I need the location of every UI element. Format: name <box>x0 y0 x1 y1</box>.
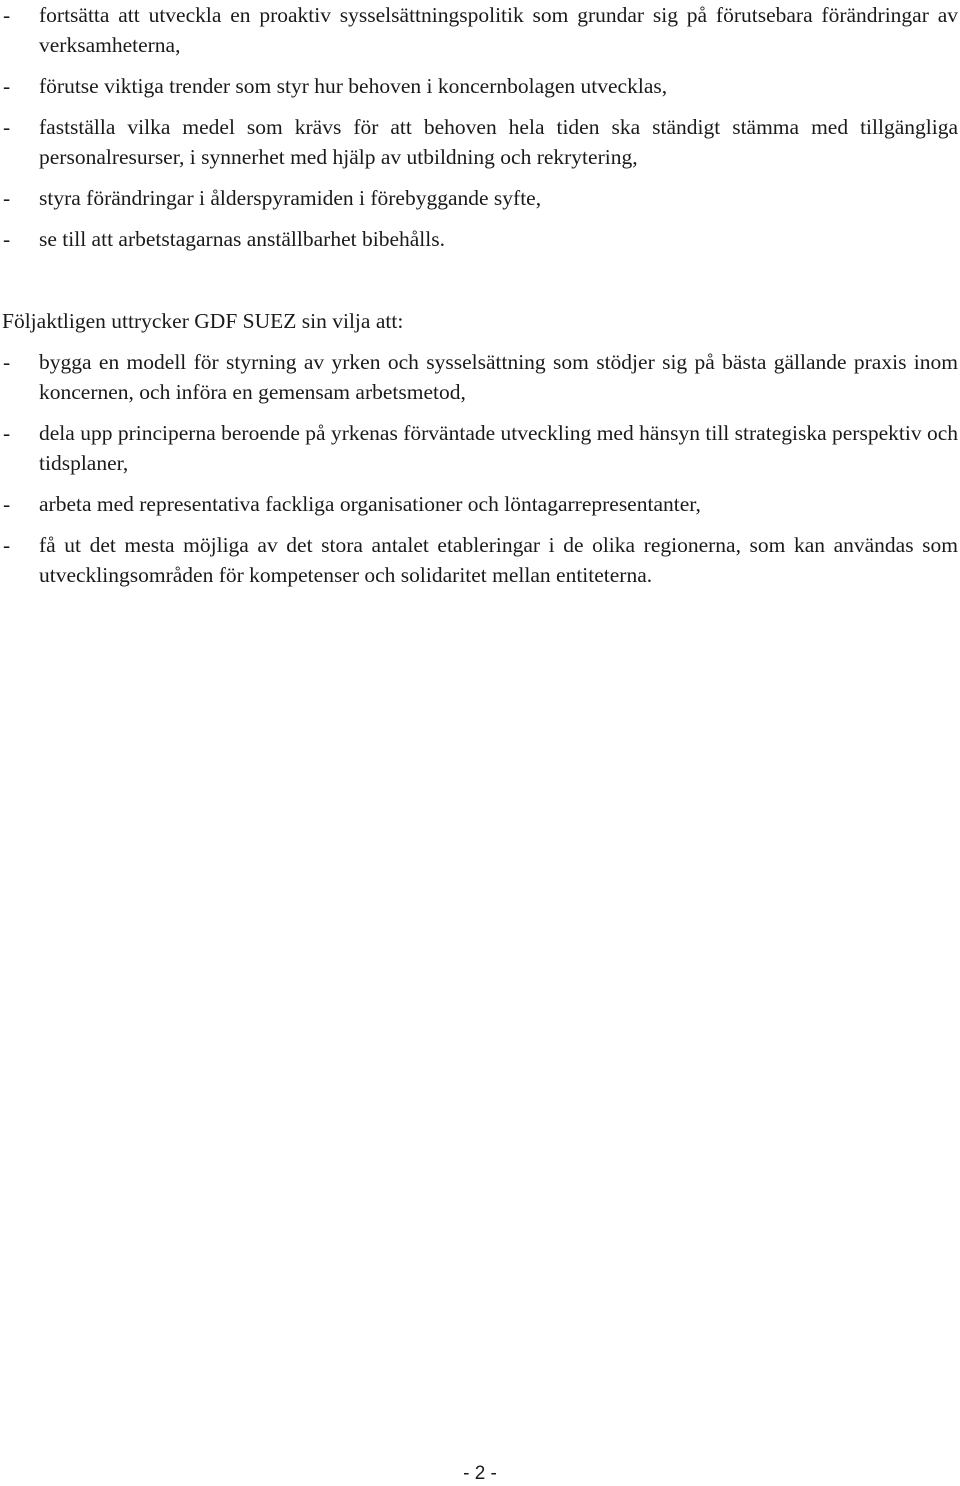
list-item <box>0 183 958 213</box>
commitments-list <box>0 347 958 590</box>
list-dash: - <box>3 421 11 445</box>
list-item-text: styra förändringar i ålderspyramiden i förebyggande syfte, <box>39 186 542 210</box>
list-dash: - <box>3 74 11 98</box>
list-item-text: fortsätta att utveckla en proaktiv sysselsättningspolitik som grundar sig på förutsebara förändringar av verksamheterna, <box>39 3 958 57</box>
objectives-list <box>0 0 958 254</box>
page-number: - 2 - <box>463 1463 497 1484</box>
list-item <box>0 489 958 519</box>
list-item-text: få ut det mesta möjliga av det stora antalet etableringar i de olika regionerna, som kan användas som utvecklingsområden för kompetenser och solidaritet mellan entiteterna. <box>39 533 958 587</box>
list-item-text: förutse viktiga trender som styr hur behoven i koncernbolagen utvecklas, <box>39 74 668 98</box>
list-item <box>0 0 958 60</box>
list-item-text: dela upp principerna beroende på yrkenas förväntade utveckling med hänsyn till strategiska perspektiv och tidsplaner, <box>39 421 958 475</box>
list-item <box>0 71 958 101</box>
list-item <box>0 112 958 172</box>
list-item-text: bygga en modell för styrning av yrken och sysselsättning som stödjer sig på bästa gällande praxis inom koncernen, och införa en gemensam arbetsmetod, <box>39 350 958 404</box>
list-item <box>0 530 958 590</box>
list-item-text: fastställa vilka medel som krävs för att behoven hela tiden ska ständigt stämma med tillgängliga personalresurser, i synnerhet med hjälp av utbildning och rekrytering, <box>39 115 958 169</box>
list-dash: - <box>3 533 11 557</box>
list-dash: - <box>3 3 11 27</box>
list-dash: - <box>3 227 11 251</box>
list-dash: - <box>3 350 11 374</box>
list-item <box>0 347 958 407</box>
list-item <box>0 224 958 254</box>
list-dash: - <box>3 186 11 210</box>
list-item <box>0 418 958 478</box>
list-dash: - <box>3 115 11 139</box>
list-item-text: arbeta med representativa fackliga organisationer och löntagarrepresentanter, <box>39 492 701 516</box>
intro-paragraph: Följaktligen uttrycker GDF SUEZ sin vilja att: <box>2 309 404 333</box>
list-dash: - <box>3 492 11 516</box>
list-item-text: se till att arbetstagarnas anställbarhet bibehålls. <box>39 227 445 251</box>
